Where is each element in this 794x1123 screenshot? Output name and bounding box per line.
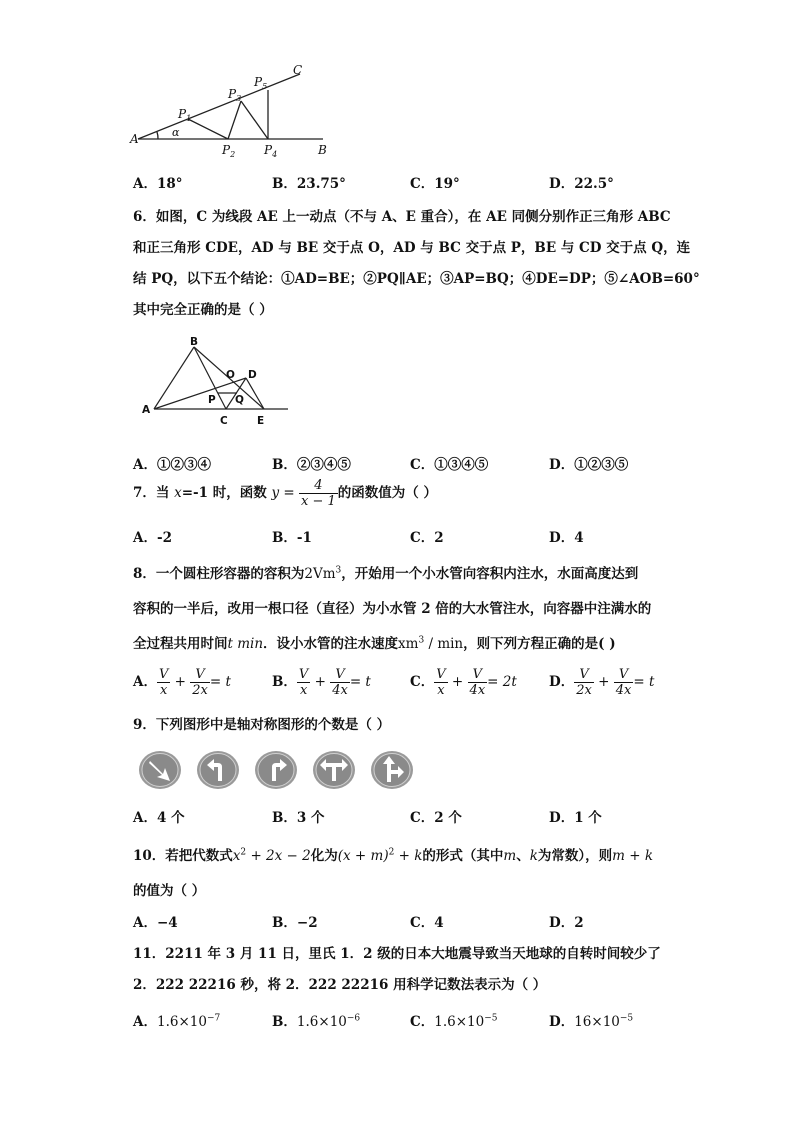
q7-option-a: A．-2 [133, 530, 172, 546]
q8-line-2: 容积的一半后，改用一根口径（直径）为小水管 2 倍的大水管注水，向容器中注满水的 [133, 601, 652, 617]
q9-option-d: D．1 个 [549, 810, 602, 826]
label-P5: $P_5$ [254, 75, 268, 91]
traffic-signs-row [138, 746, 413, 794]
turn-left-arrow-icon [196, 750, 240, 790]
q7-option-c: C．2 [410, 530, 444, 546]
q5-option-b: B．23.75° [272, 176, 346, 192]
q7-option-d: D．4 [549, 530, 584, 546]
label-alpha: α [172, 126, 180, 139]
label-A: A [142, 404, 151, 416]
q5-option-c: C．19° [410, 176, 460, 192]
label-C: C [293, 63, 303, 77]
triangles-figure-q6 [140, 335, 310, 430]
q11-line-1: 11．2211 年 3 月 11 日，里氏 1．2 级的日本大地震导致当天地球的自转时间较少了 [133, 946, 661, 962]
q6-line-3: 结 PQ，以下五个结论：①AD=BE；②PQ∥AE；③AP=BQ；④DE=DP；⑤∠AOB=60° [133, 271, 700, 287]
q8-option-c: C． $\frac{V}{x}$ + $\frac{V}{4x}$ = 2t [410, 667, 517, 698]
label-B: B [318, 143, 327, 157]
label-B: B [190, 336, 199, 348]
q5-option-d: D．22.5° [549, 176, 614, 192]
diagonal-arrow-icon [138, 750, 182, 790]
q10-option-b: B．−2 [272, 915, 318, 931]
q11-line-2: 2．222 22216 秒，将 2．222 22216 用科学记数法表示为（ ） [133, 977, 547, 993]
label-P2: $P_2$ [222, 143, 236, 159]
q11-option-b: B．$1.6\times 10^{-6}$ [272, 1013, 361, 1030]
q11-option-a: A．$1.6\times 10^{-7}$ [133, 1013, 221, 1030]
label-Q: Q [235, 394, 244, 406]
turn-right-arrow-icon [254, 750, 298, 790]
q9-text: 9．下列图形中是轴对称图形的个数是（ ） [133, 717, 391, 733]
q6-option-b: B．②③④⑤ [272, 457, 351, 473]
q10-line-2: 的值为（ ） [133, 883, 206, 899]
q8-line-3: 全过程共用时间t min．设小水管的注水速度$xm^3$ / min，则下列方程正确的是( ) [133, 635, 616, 652]
q8-option-b: B． $\frac{V}{x}$ + $\frac{V}{4x}$ = t [272, 667, 371, 698]
q10-option-c: C．4 [410, 915, 444, 931]
q11-option-d: D．$16\times 10^{-5}$ [549, 1013, 634, 1030]
q6-option-d: D．①②③⑤ [549, 457, 629, 473]
q7-option-b: B．-1 [272, 530, 312, 546]
label-P4: $P_4$ [264, 143, 278, 159]
q6-line-2: 和正三角形 CDE，AD 与 BE 交于点 O，AD 与 BC 交于点 P，BE 与 CD 交于点 Q，连 [133, 240, 691, 256]
q5-option-a: A．18° [133, 176, 183, 192]
q11-option-c: C．$1.6\times 10^{-5}$ [410, 1013, 498, 1030]
q6-option-a: A．①②③④ [133, 457, 211, 473]
label-C: C [220, 415, 228, 427]
label-D: D [248, 369, 257, 381]
q9-option-c: C．2 个 [410, 810, 462, 826]
q6-line-1: 6．如图，C 为线段 AE 上一动点（不与 A、E 重合），在 AE 同侧分别作正三角形 ABC [133, 209, 671, 225]
q9-option-a: A．4 个 [133, 810, 185, 826]
q8-option-d: D． $\frac{V}{2x}$ + $\frac{V}{4x}$ = t [549, 667, 655, 698]
label-P1: $P_1$ [178, 107, 192, 123]
t-junction-arrow-icon [312, 750, 356, 790]
label-P: P [208, 394, 216, 406]
label-A: A [130, 132, 139, 146]
q9-option-b: B．3 个 [272, 810, 325, 826]
angle-figure-q5 [128, 62, 348, 162]
q7-text: 7．当 x=-1 时，函数 y = $\frac{4}{x - 1}$ 的函数值为（ ） [133, 478, 437, 509]
label-E: E [257, 415, 265, 427]
label-P3: $P_3$ [228, 87, 242, 103]
q10-option-a: A．−4 [133, 915, 178, 931]
q10-option-d: D．2 [549, 915, 584, 931]
q6-option-c: C．①③④⑤ [410, 457, 489, 473]
q10-line-1: 10．若把代数式$x^2 + 2x - 2$化为$(x + m)^2 + k$的形式（其中m、k为常数），则m + k [133, 847, 654, 864]
q8-line-1: 8．一个圆柱形容器的容积为2Vm$^3$，开始用一个小水管向容积内注水，水面高度达到 [133, 565, 639, 582]
straight-right-branch-arrow-icon [370, 750, 414, 790]
q8-option-a: A． $\frac{V}{x}$ + $\frac{V}{2x}$ = t [133, 667, 231, 698]
q6-line-4: 其中完全正确的是（ ） [133, 302, 273, 318]
label-O: O [226, 369, 235, 381]
